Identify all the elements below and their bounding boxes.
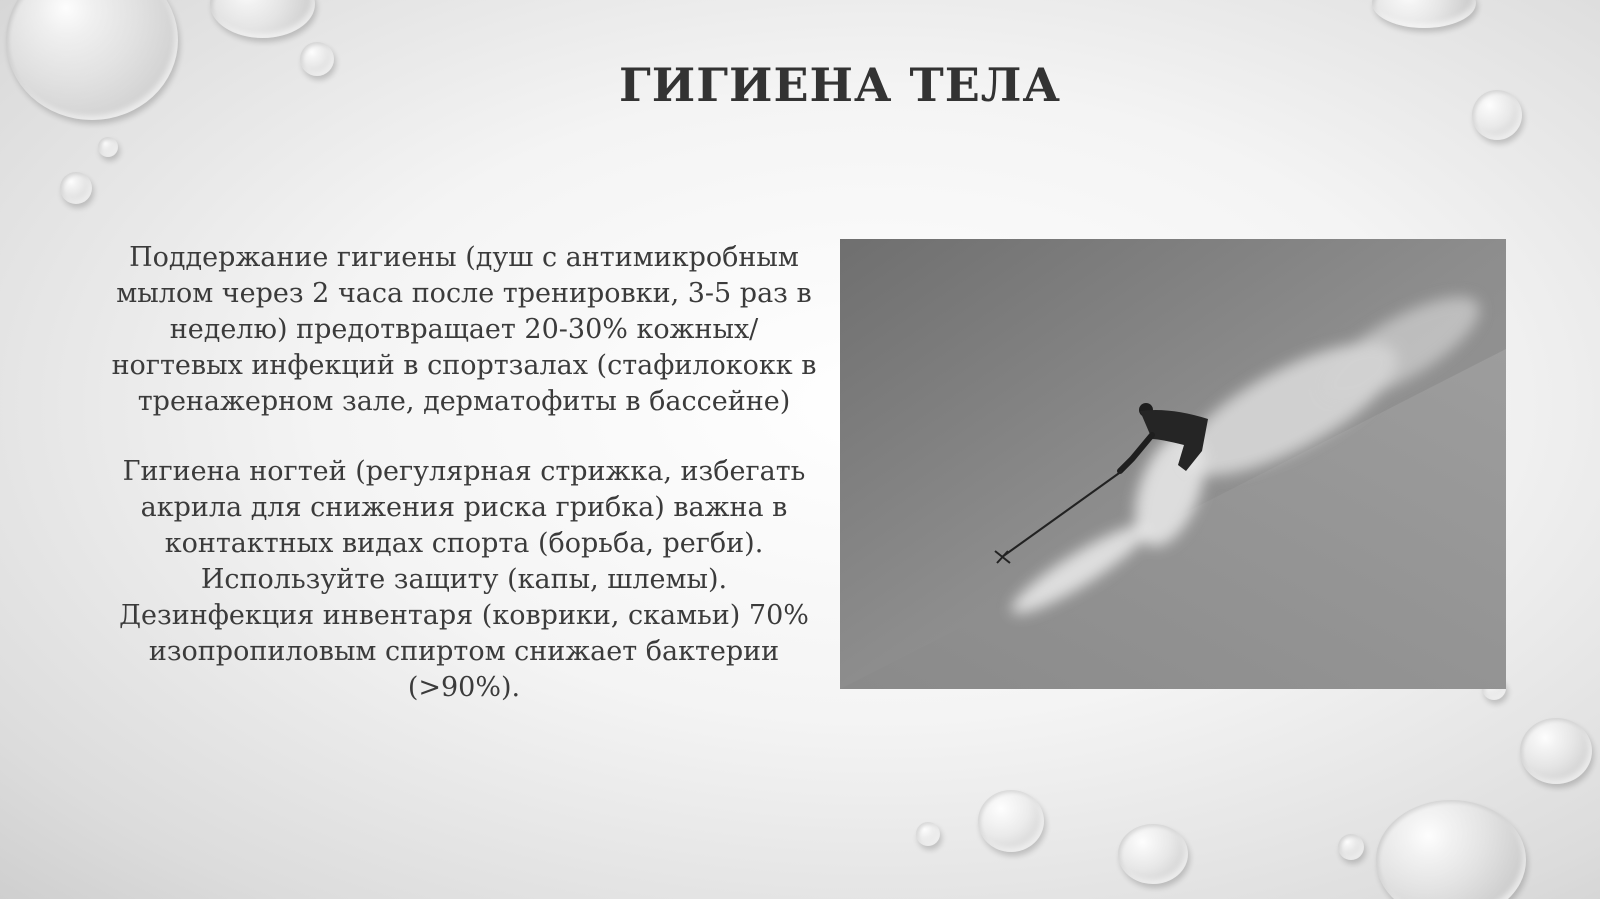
water-drop-decoration [1472, 90, 1522, 140]
water-drop-decoration [1376, 800, 1526, 899]
water-drop-decoration [1372, 0, 1476, 28]
paragraph-nails: Гигиена ногтей (регулярная стрижка, избегать акрила для снижения риска грибка) важна в контактных видах спорта (борьба, регби). Используйте защиту (капы, шлемы). Дезинфекция инвентаря (коврики, скамьи) 70% изопропиловым спиртом снижает бактерии (>90%). [119, 456, 809, 703]
paragraph-hygiene: Поддержание гигиены (душ с антимикробным мылом через 2 часа после тренировки, 3-5 раз в неделю) предотвращает 20-30% кожных/ногтевых инфекций в спортзалах (стафилококк в тренажерном зале, дерматофиты в бассейне) [111, 242, 817, 417]
water-drop-decoration [98, 137, 118, 157]
body-text [108, 240, 820, 740]
water-drop-decoration [978, 790, 1044, 852]
water-drop-decoration [6, 0, 178, 120]
water-drop-decoration [210, 0, 315, 38]
water-drop-decoration [916, 822, 940, 846]
water-drop-decoration [300, 42, 334, 76]
water-drop-decoration [60, 172, 92, 204]
skier-illustration [840, 239, 1506, 689]
slide-title: ГИГИЕНА ТЕЛА [619, 58, 1061, 112]
skier-photo [840, 239, 1506, 689]
water-drop-decoration [1520, 718, 1592, 784]
water-drop-decoration [1338, 834, 1364, 860]
water-drop-decoration [1118, 824, 1188, 884]
